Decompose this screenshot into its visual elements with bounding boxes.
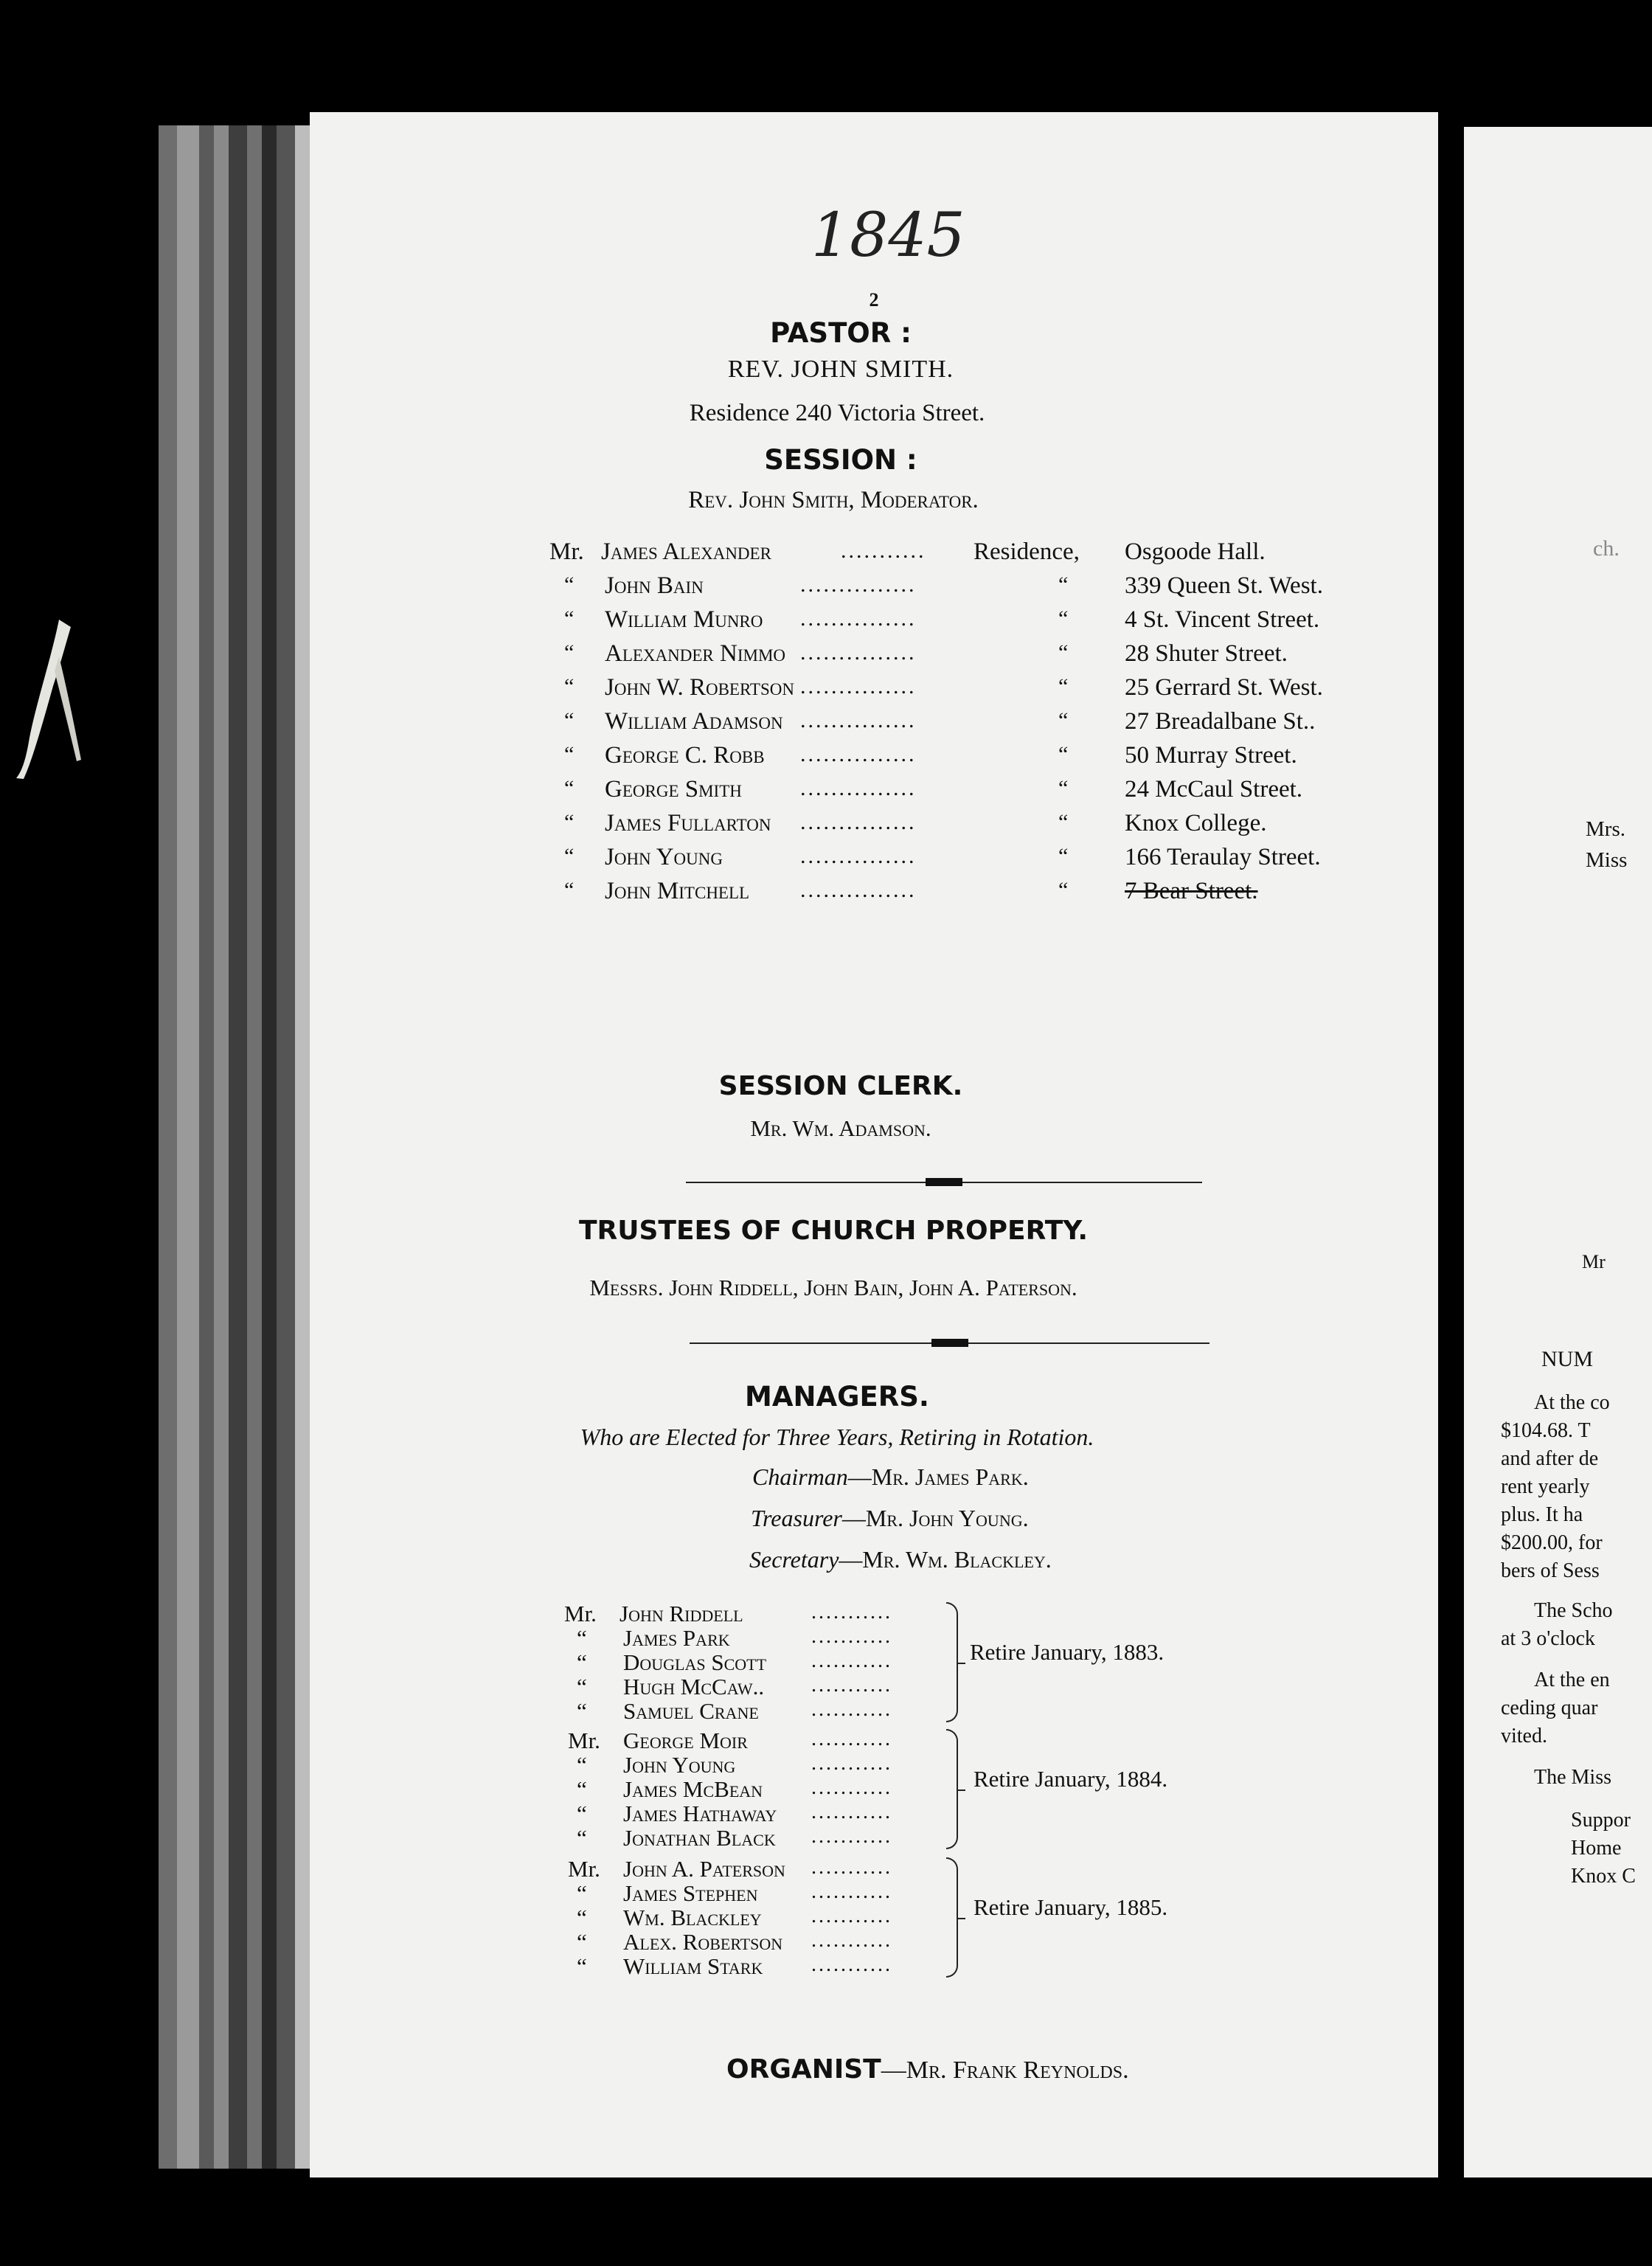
pastor-heading: PASTOR : (770, 317, 912, 349)
ditto-mark: “ (564, 674, 575, 699)
mr-prefix: Mr. (568, 1728, 600, 1753)
leader-dots: ............... (800, 810, 917, 834)
manager-name: Wm. Blackley (623, 1905, 762, 1930)
organist-line (726, 2054, 1129, 2085)
right-line: $104.68. T (1501, 1419, 1591, 1442)
treasurer-line (751, 1505, 1029, 1532)
session-member-name: William Munro (605, 606, 763, 633)
session-member-name: John Mitchell (605, 878, 750, 904)
session-member-name: George Smith (605, 776, 742, 803)
right-line: rent yearly (1501, 1475, 1590, 1498)
ditto-mark: “ (577, 1801, 587, 1826)
right-line: Mr (1582, 1251, 1606, 1272)
group-brace (946, 1602, 958, 1722)
trustees-heading: TRUSTEES OF CHURCH PROPERTY. (578, 1216, 1089, 1246)
leader-dots: ........... (811, 1728, 892, 1750)
right-line: bers of Sess (1501, 1559, 1600, 1582)
document-page (310, 112, 1438, 2177)
leader-dots: ............... (800, 708, 917, 732)
right-line: Miss (1586, 848, 1628, 872)
ditto-mark: “ (1058, 572, 1069, 597)
manager-name: John Riddell (620, 1601, 743, 1626)
manager-name: William Stark (623, 1953, 763, 1979)
ditto-mark: “ (564, 640, 575, 665)
manager-name: James Stephen (623, 1880, 758, 1906)
right-line: NUM (1541, 1347, 1594, 1371)
ditto-mark: “ (1058, 776, 1069, 800)
leader-dots: ............... (800, 742, 917, 766)
ditto-mark: “ (577, 1929, 587, 1955)
right-page (1464, 127, 1652, 2177)
chairman-line (752, 1463, 1029, 1491)
right-line: at 3 o'clock (1501, 1627, 1595, 1650)
ditto-mark: “ (1058, 810, 1069, 834)
leader-dots: ........... (811, 1752, 892, 1775)
chairman-name: —Mr. James Park. (847, 1463, 1029, 1490)
session-clerk-heading: SESSION CLERK. (718, 1071, 963, 1101)
session-member-name: Alexander Nimmo (605, 640, 786, 667)
leader-dots: ........... (811, 1880, 892, 1903)
leader-dots: ........... (811, 1601, 892, 1624)
chairman-label: Chairman (752, 1463, 848, 1490)
manager-name: George Moir (623, 1728, 748, 1753)
session-member-address: 25 Gerrard St. West. (1125, 674, 1323, 701)
right-line: Home (1571, 1837, 1622, 1860)
ditto-mark: “ (1058, 742, 1069, 766)
ditto-mark: “ (1058, 674, 1069, 699)
ditto-mark: “ (1058, 844, 1069, 868)
session-member-address: 339 Queen St. West. (1125, 572, 1323, 599)
ditto-mark: “ (577, 1698, 587, 1724)
ditto-mark: “ (1058, 708, 1069, 732)
leader-dots: ........... (811, 1649, 892, 1672)
retire-date: Retire January, 1884. (974, 1766, 1168, 1792)
mr-prefix: Mr. (549, 538, 584, 565)
leader-dots: ........... (841, 538, 926, 563)
leader-dots: ............... (800, 878, 917, 902)
session-member-address: Knox College. (1125, 810, 1267, 836)
leader-dots: ........... (811, 1905, 892, 1927)
secretary-line (749, 1546, 1052, 1573)
session-member-address: Osgoode Hall. (1125, 538, 1266, 565)
organist-name: —Mr. Frank Reynolds. (881, 2057, 1129, 2084)
ditto-mark: “ (1058, 878, 1069, 902)
ditto-mark: “ (1058, 606, 1069, 631)
manager-name: Alex. Robertson (623, 1929, 783, 1955)
leader-dots: ........... (811, 1929, 892, 1952)
manager-name: John Young (623, 1752, 736, 1778)
secretary-name: —Mr. Wm. Blackley. (839, 1546, 1052, 1573)
retire-date: Retire January, 1885. (974, 1894, 1168, 1920)
right-line: The Miss (1534, 1766, 1611, 1789)
leader-dots: ........... (811, 1801, 892, 1823)
manager-name: John A. Paterson (623, 1856, 785, 1882)
right-line: and after de (1501, 1447, 1599, 1470)
leader-dots: ........... (811, 1674, 892, 1697)
right-line: Suppor (1571, 1809, 1631, 1832)
ditto-mark: “ (564, 878, 575, 902)
ditto-mark: “ (577, 1880, 587, 1906)
ditto-mark: “ (577, 1674, 587, 1700)
ditto-mark: “ (564, 572, 575, 597)
session-member-name: George C. Robb (605, 742, 765, 769)
handwritten-year: 1845 (811, 201, 965, 271)
right-line: ceding quar (1501, 1697, 1598, 1719)
pastor-residence: Residence 240 Victoria Street. (689, 400, 985, 426)
treasurer-name: —Mr. John Young. (841, 1505, 1029, 1531)
right-line: At the co (1534, 1391, 1610, 1414)
managers-heading: MANAGERS. (745, 1381, 929, 1413)
leader-dots: ............... (800, 572, 917, 597)
ditto-mark: “ (564, 742, 575, 766)
manager-name: James McBean (623, 1776, 763, 1802)
right-line: The Scho (1534, 1599, 1613, 1622)
leader-dots: ........... (811, 1625, 892, 1648)
treasurer-label: Treasurer (751, 1505, 842, 1531)
session-member-name: John W. Robertson (605, 674, 794, 701)
manager-name: James Park (623, 1625, 730, 1651)
leader-dots: ........... (811, 1856, 892, 1879)
session-member-name: James Fullarton (605, 810, 771, 836)
organist-label: ORGANIST (726, 2054, 881, 2085)
leader-dots: ........... (811, 1776, 892, 1799)
ditto-mark: “ (564, 810, 575, 834)
ditto-mark: “ (577, 1905, 587, 1930)
ditto-mark: “ (577, 1953, 587, 1979)
session-member-name: John Bain (605, 572, 704, 599)
leader-dots: ........... (811, 1953, 892, 1976)
manager-name: Jonathan Black (623, 1825, 776, 1851)
ditto-mark: “ (577, 1776, 587, 1802)
manager-name: Douglas Scott (623, 1649, 767, 1675)
session-member-address: 28 Shuter Street. (1125, 640, 1288, 667)
session-member-address: 50 Murray Street. (1125, 742, 1297, 769)
leader-dots: ............... (800, 606, 917, 631)
session-member-address: 24 McCaul Street. (1125, 776, 1303, 803)
right-line: Mrs. (1586, 817, 1625, 841)
manager-name: Samuel Crane (623, 1698, 759, 1724)
pastor-name: REV. JOHN SMITH. (727, 356, 954, 383)
retire-date: Retire January, 1883. (970, 1639, 1165, 1665)
paper-scrap (7, 612, 88, 782)
group-brace (946, 1857, 958, 1978)
right-line: At the en (1534, 1669, 1610, 1691)
divider-rule (690, 1342, 1210, 1344)
ditto-mark: “ (577, 1752, 587, 1778)
session-member-address: 4 St. Vincent Street. (1125, 606, 1320, 633)
session-clerk-name: Mr. Wm. Adamson. (750, 1115, 931, 1141)
secretary-label: Secretary (749, 1546, 839, 1573)
ditto-mark: “ (564, 776, 575, 800)
divider-rule (686, 1182, 1202, 1183)
manager-name: James Hathaway (623, 1801, 777, 1826)
managers-subtitle: Who are Elected for Three Years, Retiring in Rotation. (580, 1424, 1094, 1450)
session-moderator: Rev. John Smith, Moderator. (688, 487, 979, 513)
leader-dots: ........... (811, 1825, 892, 1848)
session-member-name: William Adamson (605, 708, 783, 735)
session-member-address: 7 Bear Street. (1125, 878, 1258, 904)
leader-dots: ............... (800, 674, 917, 699)
right-line: Knox C (1571, 1865, 1636, 1888)
trustees-names: Messrs. John Riddell, John Bain, John A. Paterson. (589, 1275, 1077, 1300)
manager-name: Hugh McCaw.. (623, 1674, 765, 1700)
leader-dots: ............... (800, 776, 917, 800)
ditto-mark: “ (577, 1825, 587, 1851)
right-line: ch. (1593, 536, 1620, 561)
session-member-name: John Young (605, 844, 723, 870)
session-member-address: 27 Breadalbane St.. (1125, 708, 1316, 735)
leader-dots: ............... (800, 640, 917, 665)
leader-dots: ............... (800, 844, 917, 868)
ditto-mark: “ (564, 606, 575, 631)
session-member-name: James Alexander (601, 538, 771, 565)
ditto-mark: “ (577, 1649, 587, 1675)
right-line: plus. It ha (1501, 1503, 1583, 1526)
mr-prefix: Mr. (564, 1601, 597, 1626)
ditto-mark: “ (564, 844, 575, 868)
leader-dots: ........... (811, 1698, 892, 1721)
page-number: 2 (869, 289, 879, 311)
session-member-address: 166 Teraulay Street. (1125, 844, 1321, 870)
ditto-mark: “ (1058, 640, 1069, 665)
ditto-mark: “ (577, 1625, 587, 1651)
mr-prefix: Mr. (568, 1856, 600, 1882)
group-brace (946, 1729, 958, 1849)
session-heading: SESSION : (764, 444, 917, 476)
residence-label: Residence, (974, 538, 1080, 565)
right-line: vited. (1501, 1725, 1547, 1747)
ditto-mark: “ (564, 708, 575, 732)
right-line: $200.00, for (1501, 1531, 1603, 1554)
